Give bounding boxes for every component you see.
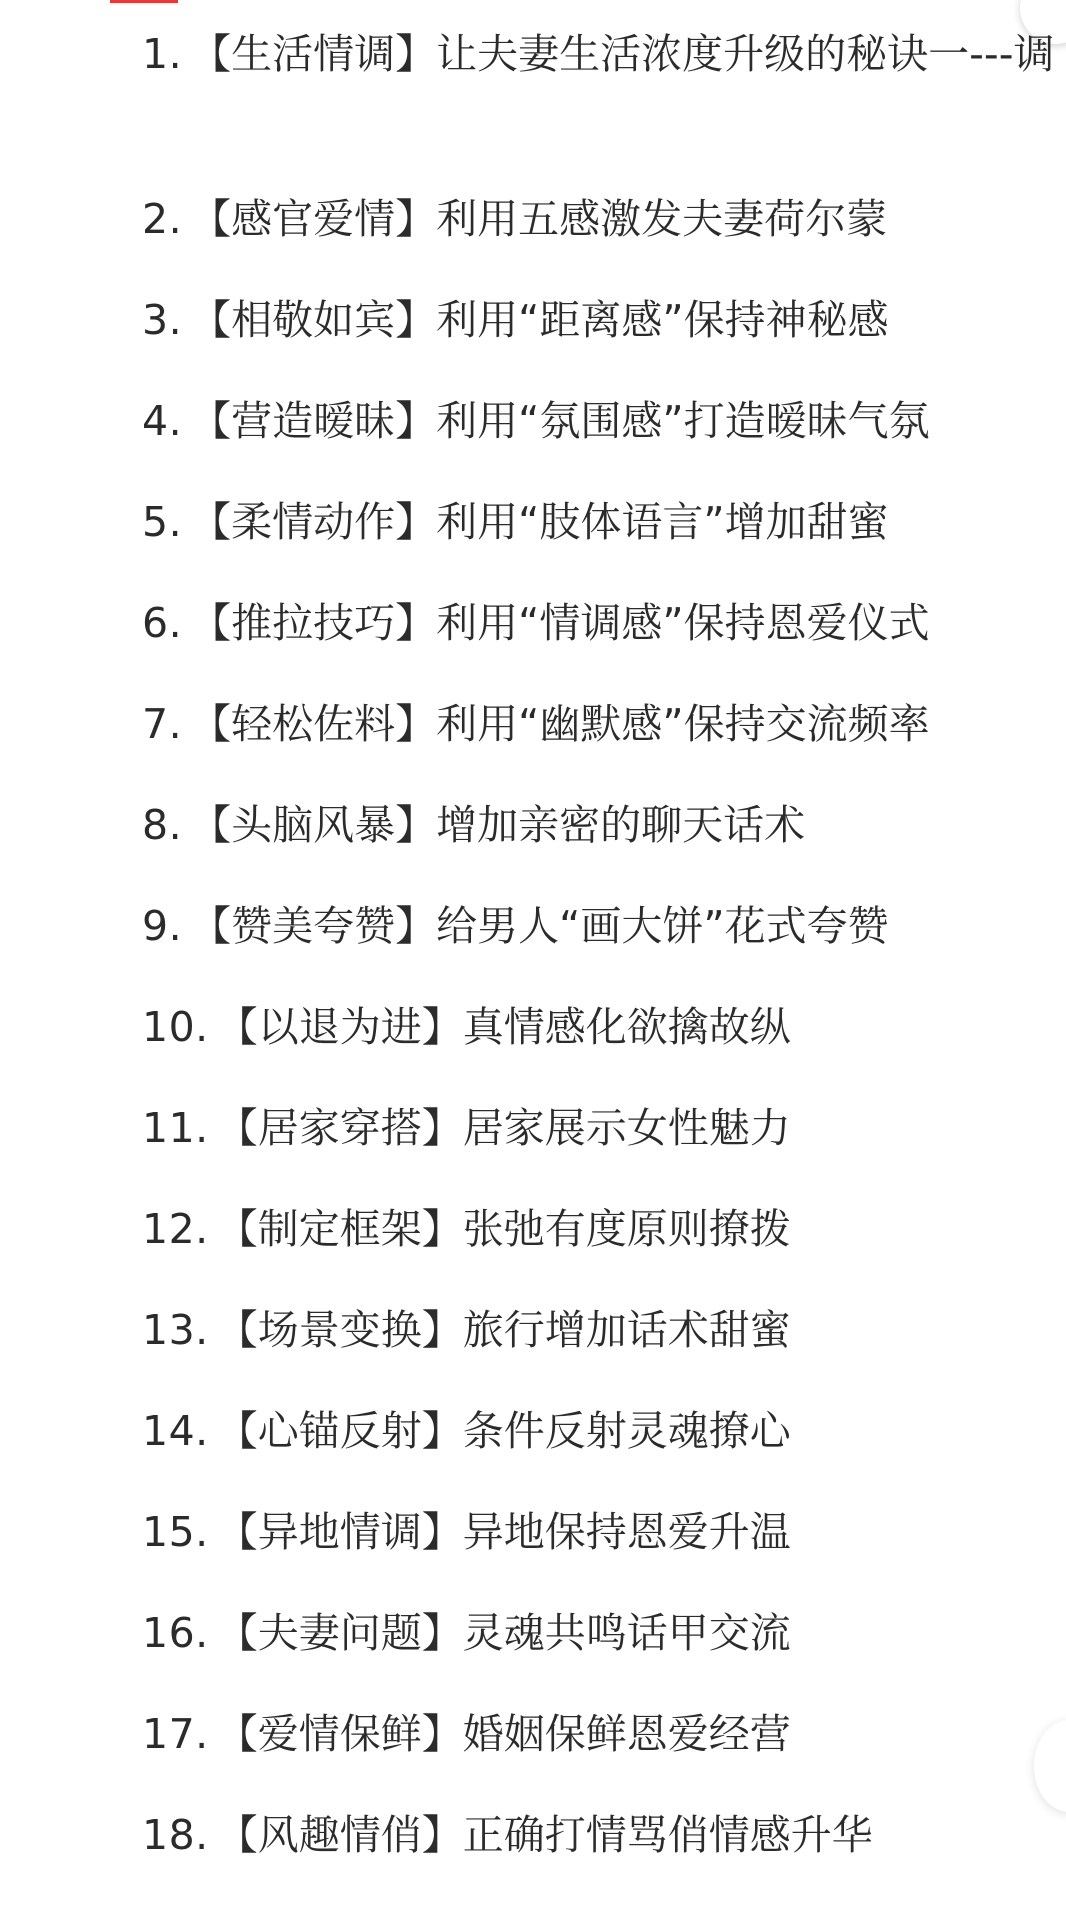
list-item [142, 793, 1066, 857]
item-number: 15. [142, 1508, 209, 1556]
list-item [142, 1096, 1066, 1160]
list-item [142, 389, 1066, 453]
list-item [142, 995, 1066, 1059]
list-item [142, 1500, 1066, 1564]
list-item [142, 22, 1066, 150]
item-text: 【轻松佐料】利用“幽默感”保持交流频率 [190, 700, 930, 748]
item-number: 9. [142, 902, 183, 950]
list-item [142, 1298, 1066, 1362]
item-text: 【异地情调】异地保持恩爱升温 [216, 1508, 791, 1556]
list-item [142, 1702, 1066, 1766]
item-text: 【赞美夸赞】给男人“画大饼”花式夸赞 [190, 902, 889, 950]
item-text: 【营造暧昧】利用“氛围感”打造暧昧气氛 [190, 397, 930, 445]
item-number: 10. [142, 1003, 209, 1051]
item-text: 【心锚反射】条件反射灵魂撩心 [216, 1407, 791, 1455]
item-text: 【头脑风暴】增加亲密的聊天话术 [190, 801, 806, 849]
item-number: 5. [142, 498, 183, 546]
list-item [142, 288, 1066, 352]
item-number: 4. [142, 397, 183, 445]
item-number: 11. [142, 1104, 209, 1152]
item-text: 【柔情动作】利用“肢体语言”增加甜蜜 [190, 498, 889, 546]
item-text: 【居家穿搭】居家展示女性魅力 [216, 1104, 791, 1152]
item-number: 1. [142, 30, 183, 78]
list-item [142, 1601, 1066, 1665]
item-number: 13. [142, 1306, 209, 1354]
item-number: 7. [142, 700, 183, 748]
item-text: 【感官爱情】利用五感激发夫妻荷尔蒙 [190, 195, 888, 243]
list-item [142, 1803, 1066, 1867]
list-item [142, 187, 1066, 251]
item-number: 2. [142, 195, 183, 243]
item-text: 【风趣情俏】正确打情骂俏情感升华 [216, 1811, 873, 1859]
item-number: 3. [142, 296, 183, 344]
item-text: 【制定框架】张弛有度原则撩拨 [216, 1205, 791, 1253]
top-accent-bar [110, 0, 178, 3]
list-item [142, 490, 1066, 554]
list-item [142, 1399, 1066, 1463]
item-text: 【相敬如宾】利用“距离感”保持神秘感 [190, 296, 889, 344]
item-number: 16. [142, 1609, 209, 1657]
item-number: 12. [142, 1205, 209, 1253]
item-text: 【以退为进】真情感化欲擒故纵 [216, 1003, 791, 1051]
item-text: 【场景变换】旅行增加话术甜蜜 [216, 1306, 791, 1354]
list-item [142, 894, 1066, 958]
item-number: 6. [142, 599, 183, 647]
list-item [142, 692, 1066, 756]
content-list [142, 22, 1066, 1904]
item-number: 18. [142, 1811, 209, 1859]
item-number: 14. [142, 1407, 209, 1455]
item-text: 【生活情调】让夫妻生活浓度升级的秘诀一---调 [190, 30, 1055, 78]
list-item [142, 591, 1066, 655]
item-text: 【爱情保鲜】婚姻保鲜恩爱经营 [216, 1710, 791, 1758]
list-item [142, 1197, 1066, 1261]
item-number: 8. [142, 801, 183, 849]
item-number: 17. [142, 1710, 209, 1758]
item-text: 【夫妻问题】灵魂共鸣话甲交流 [216, 1609, 791, 1657]
item-text: 【推拉技巧】利用“情调感”保持恩爱仪式 [190, 599, 930, 647]
